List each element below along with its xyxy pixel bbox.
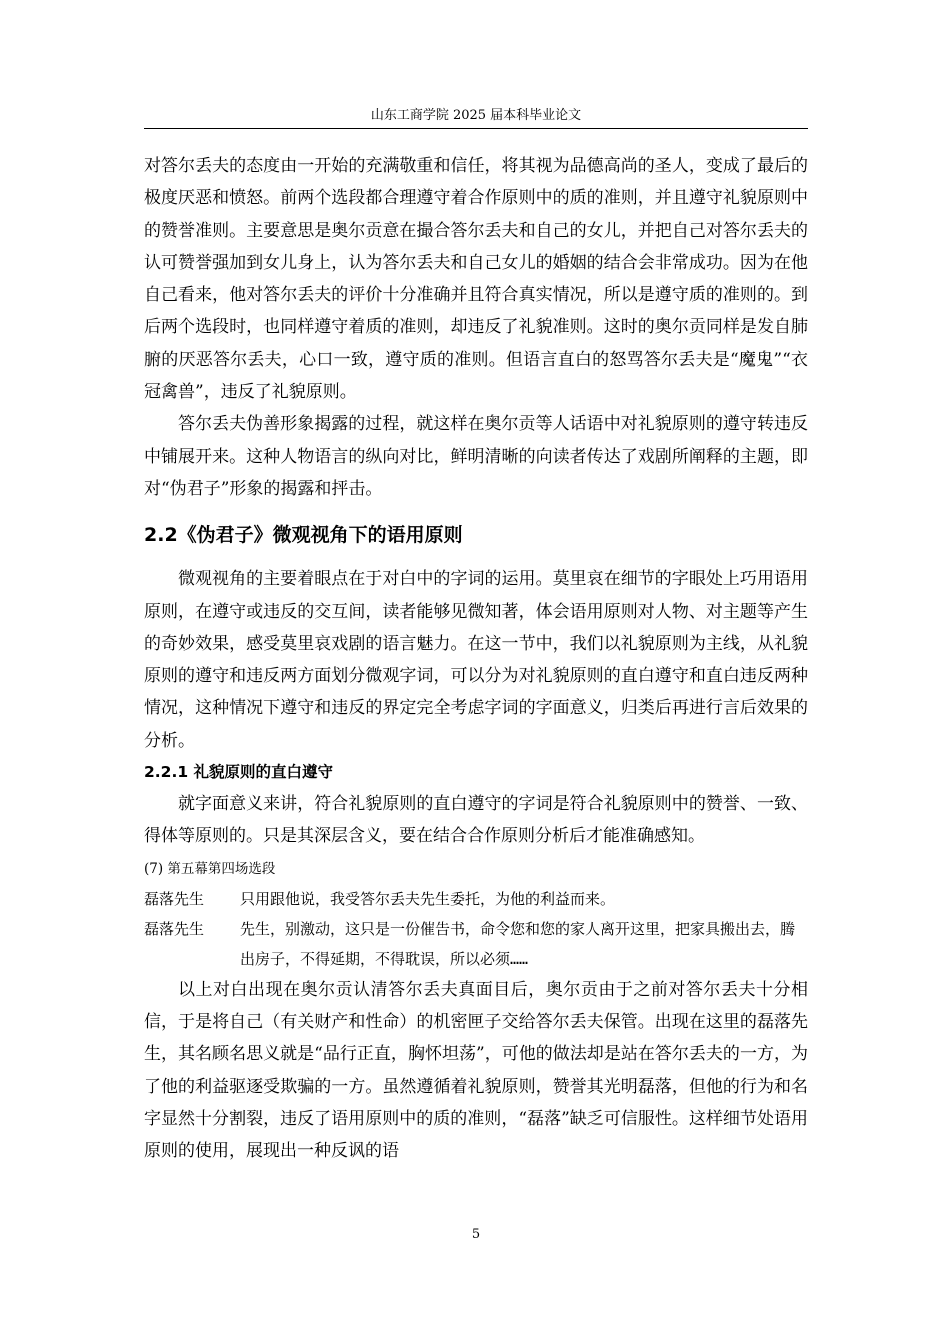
dialogue-line [144, 884, 808, 914]
body-paragraph: 微观视角的主要着眼点在于对白中的字词的运用。莫里哀在细节的字眼处上巧用语用原则，在遵守或违反的交互间，读者能够见微知著，体会语用原则对人物、对主题等产生的奇妙效果，感受莫里哀戏剧的语言魅力。在这一节中，我们以礼貌原则为主线，从礼貌原则的遵守和违反两方面划分微观字词，可以分为对礼貌原则的直白遵守和直白违反两种情况，这种情况下遵守和违反的界定完全考虑字词的字面意义，归类后再进行言后效果的分析。 [144, 569, 808, 751]
example-label: (7) 第五幕第四场选段 [144, 860, 276, 877]
running-header: 山东工商学院 2025 届本科毕业论文 [370, 108, 582, 123]
dialogue-line [144, 914, 808, 974]
dialogue-speaker: 磊落先生 [144, 889, 205, 908]
body-paragraph: 就字面意义来讲，符合礼貌原则的直白遵守的字词是符合礼貌原则中的赞誉、一致、得体等原则的。只是其深层含义，要在结合合作原则分析后才能准确感知。 [144, 794, 808, 847]
subsection-heading: 2.2.1 礼貌原则的直白遵守 [144, 763, 334, 782]
section-heading: 2.2《伪君子》微观视角下的语用原则 [144, 524, 463, 547]
body-paragraph: 答尔丢夫伪善形象揭露的过程，就这样在奥尔贡等人话语中对礼貌原则的遵守转违反中铺展开来。这种人物语言的纵向对比，鲜明清晰的向读者传达了戏剧所阐释的主题，即对“伪君子”形象的揭露和抨击。 [144, 414, 808, 499]
page-number: 5 [471, 1227, 481, 1242]
dialogue-speech: 先生，别激动，这只是一份催告书，命令您和您的家人离开这里，把家具搬出去，腾出房子，不得延期，不得耽误，所以必须…… [240, 919, 796, 968]
header-divider [144, 128, 808, 129]
dialogue-speech: 只用跟他说，我受答尔丢夫先生委托，为他的利益而来。 [240, 889, 616, 908]
body-paragraph: 对答尔丢夫的态度由一开始的充满敬重和信任，将其视为品德高尚的圣人，变成了最后的极度厌恶和愤怒。前两个选段都合理遵守着合作原则中的质的准则，并且遵守礼貌原则中的赞誉准则。主要意思是奥尔贡意在撮合答尔丢夫和自己的女儿，并把自己对答尔丢夫的认可赞誉强加到女儿身上，认为答尔丢夫和自己女儿的婚姻的结合会非常成功。因为在他自己看来，他对答尔丢夫的评价十分准确并且符合真实情况，所以是遵守质的准则的。到后两个选段时，也同样遵守着质的准则，却违反了礼貌准则。这时的奥尔贡同样是发自肺腑的厌恶答尔丢夫，心口一致，遵守质的准则。但语言直白的怒骂答尔丢夫是“魔鬼”“衣冠禽兽”，违反了礼貌原则。 [144, 156, 808, 403]
page-body [144, 150, 808, 1167]
dialogue-speaker: 磊落先生 [144, 919, 205, 938]
dialogue-excerpt [144, 884, 808, 974]
body-paragraph: 以上对白出现在奥尔贡认清答尔丢夫真面目后，奥尔贡由于之前对答尔丢夫十分相信，于是将自己（有关财产和性命）的机密匣子交给答尔丢夫保管。出现在这里的磊落先生，其名顾名思义就是“品行正直，胸怀坦荡”，可他的做法却是站在答尔丢夫的一方，为了他的利益驱逐受欺骗的一方。虽然遵循着礼貌原则，赞誉其光明磊落，但他的行为和名字显然十分割裂，违反了语用原则中的质的准则，“磊落”缺乏可信服性。这样细节处语用原则的使用，展现出一种反讽的语 [144, 979, 808, 1162]
